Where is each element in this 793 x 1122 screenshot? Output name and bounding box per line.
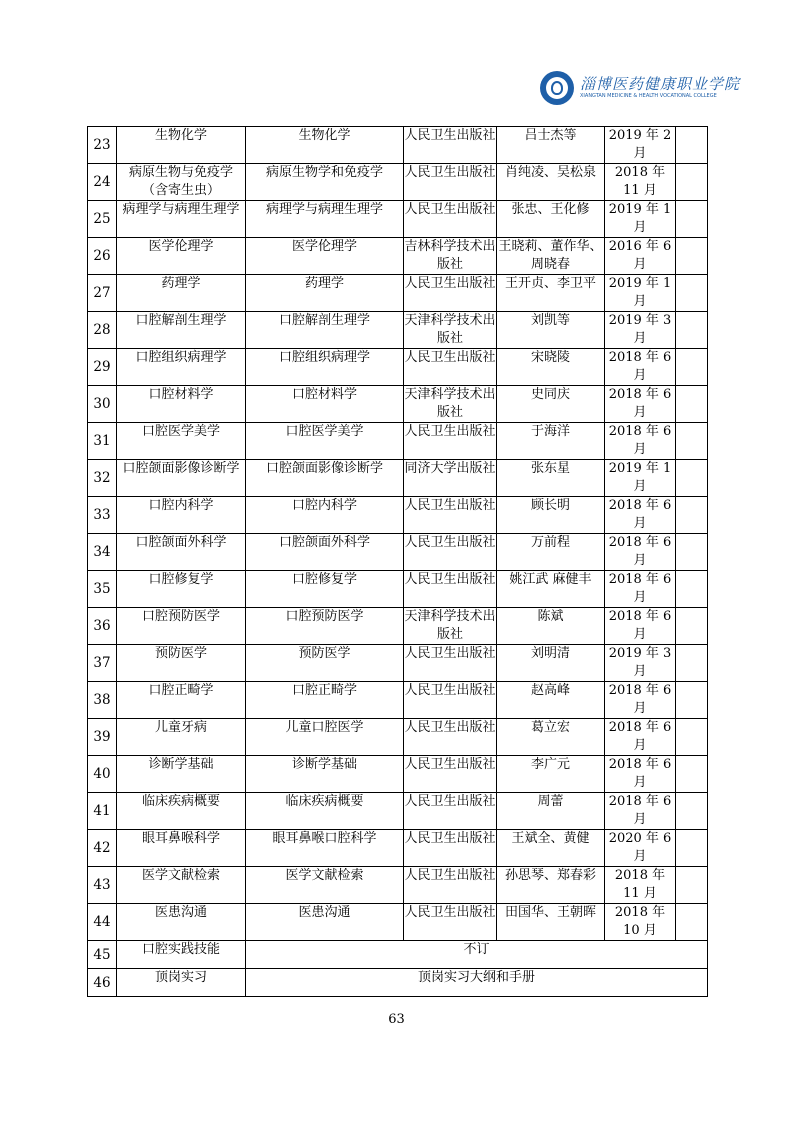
textbook-name: 预防医学 bbox=[246, 645, 404, 682]
publisher: 天津科学技术出版社 bbox=[404, 608, 497, 645]
publisher: 人民卫生出版社 bbox=[404, 349, 497, 386]
course-name: 口腔材料学 bbox=[117, 386, 246, 423]
publish-date: 2018 年 6 月 bbox=[605, 793, 676, 830]
author: 李广元 bbox=[497, 756, 605, 793]
course-name: 顶岗实习 bbox=[117, 969, 246, 997]
textbook-name: 口腔预防医学 bbox=[246, 608, 404, 645]
course-name: 眼耳鼻喉科学 bbox=[117, 830, 246, 867]
blank-cell bbox=[676, 756, 708, 793]
row-number: 24 bbox=[88, 164, 117, 201]
blank-cell bbox=[676, 238, 708, 275]
blank-cell bbox=[676, 867, 708, 904]
publish-date: 2018 年 6 月 bbox=[605, 386, 676, 423]
course-name: 口腔实践技能 bbox=[117, 941, 246, 969]
textbook-name: 口腔医学美学 bbox=[246, 423, 404, 460]
table-row bbox=[88, 969, 708, 997]
blank-cell bbox=[676, 830, 708, 867]
course-name: 口腔修复学 bbox=[117, 571, 246, 608]
college-name-en: XIANGTAN MEDICINE & HEALTH VOCATIONAL COLLEGE bbox=[580, 93, 717, 99]
table-row bbox=[88, 423, 708, 460]
row-number: 27 bbox=[88, 275, 117, 312]
author: 于海洋 bbox=[497, 423, 605, 460]
row-number: 31 bbox=[88, 423, 117, 460]
publish-date: 2019 年 1 月 bbox=[605, 460, 676, 497]
table-body bbox=[88, 127, 708, 997]
row-number: 37 bbox=[88, 645, 117, 682]
table-row bbox=[88, 386, 708, 423]
author: 刘明清 bbox=[497, 645, 605, 682]
course-name: 口腔预防医学 bbox=[117, 608, 246, 645]
author: 王斌全、黄健 bbox=[497, 830, 605, 867]
row-note: 不订 bbox=[246, 941, 708, 969]
row-number: 25 bbox=[88, 201, 117, 238]
table-row bbox=[88, 571, 708, 608]
row-number: 38 bbox=[88, 682, 117, 719]
row-number: 23 bbox=[88, 127, 117, 164]
publish-date: 2019 年 3 月 bbox=[605, 312, 676, 349]
author: 王开贞、李卫平 bbox=[497, 275, 605, 312]
course-name: 医患沟通 bbox=[117, 904, 246, 941]
blank-cell bbox=[676, 423, 708, 460]
course-name: 病理学与病理生理学 bbox=[117, 201, 246, 238]
author: 张东星 bbox=[497, 460, 605, 497]
textbook-name: 口腔内科学 bbox=[246, 497, 404, 534]
publish-date: 2018 年 6 月 bbox=[605, 756, 676, 793]
row-number: 43 bbox=[88, 867, 117, 904]
table-row bbox=[88, 904, 708, 941]
row-number: 39 bbox=[88, 719, 117, 756]
publisher: 人民卫生出版社 bbox=[404, 571, 497, 608]
course-name: 医学文献检索 bbox=[117, 867, 246, 904]
blank-cell bbox=[676, 312, 708, 349]
table-row bbox=[88, 608, 708, 645]
publish-date: 2018 年 11 月 bbox=[605, 164, 676, 201]
table-row bbox=[88, 127, 708, 164]
course-name: 口腔解剖生理学 bbox=[117, 312, 246, 349]
college-seal-icon bbox=[540, 71, 574, 105]
row-number: 26 bbox=[88, 238, 117, 275]
course-name: 诊断学基础 bbox=[117, 756, 246, 793]
row-number: 42 bbox=[88, 830, 117, 867]
table-row bbox=[88, 349, 708, 386]
author: 史同庆 bbox=[497, 386, 605, 423]
blank-cell bbox=[676, 460, 708, 497]
textbook-name: 口腔颌面外科学 bbox=[246, 534, 404, 571]
table-row bbox=[88, 756, 708, 793]
table-row bbox=[88, 497, 708, 534]
textbook-name: 儿童口腔医学 bbox=[246, 719, 404, 756]
textbook-table bbox=[87, 126, 708, 997]
publisher: 人民卫生出版社 bbox=[404, 497, 497, 534]
publisher: 人民卫生出版社 bbox=[404, 682, 497, 719]
row-number: 29 bbox=[88, 349, 117, 386]
table-row bbox=[88, 793, 708, 830]
row-number: 40 bbox=[88, 756, 117, 793]
author: 王晓莉、董作华、周晓春 bbox=[497, 238, 605, 275]
blank-cell bbox=[676, 793, 708, 830]
publisher: 人民卫生出版社 bbox=[404, 756, 497, 793]
author: 姚江武 麻健丰 bbox=[497, 571, 605, 608]
blank-cell bbox=[676, 497, 708, 534]
publisher: 天津科学技术出版社 bbox=[404, 386, 497, 423]
college-name: 淄博医药健康职业学院 bbox=[580, 75, 741, 93]
author: 肖纯凌、吴松泉 bbox=[497, 164, 605, 201]
textbook-name: 口腔正畸学 bbox=[246, 682, 404, 719]
publish-date: 2019 年 1 月 bbox=[605, 201, 676, 238]
publish-date: 2018 年 6 月 bbox=[605, 423, 676, 460]
publisher: 人民卫生出版社 bbox=[404, 275, 497, 312]
publish-date: 2018 年 6 月 bbox=[605, 682, 676, 719]
publish-date: 2018 年 6 月 bbox=[605, 571, 676, 608]
row-number: 36 bbox=[88, 608, 117, 645]
publish-date: 2018 年 6 月 bbox=[605, 608, 676, 645]
row-number: 44 bbox=[88, 904, 117, 941]
blank-cell bbox=[676, 386, 708, 423]
author: 陈斌 bbox=[497, 608, 605, 645]
course-name: 口腔正畸学 bbox=[117, 682, 246, 719]
publish-date: 2019 年 3 月 bbox=[605, 645, 676, 682]
publish-date: 2018 年 11 月 bbox=[605, 867, 676, 904]
author: 张忠、王化修 bbox=[497, 201, 605, 238]
publish-date: 2020 年 6 月 bbox=[605, 830, 676, 867]
author: 刘凯等 bbox=[497, 312, 605, 349]
course-name: 预防医学 bbox=[117, 645, 246, 682]
blank-cell bbox=[676, 275, 708, 312]
blank-cell bbox=[676, 571, 708, 608]
row-number: 33 bbox=[88, 497, 117, 534]
blank-cell bbox=[676, 534, 708, 571]
course-name: 儿童牙病 bbox=[117, 719, 246, 756]
publisher: 天津科学技术出版社 bbox=[404, 312, 497, 349]
course-name: 药理学 bbox=[117, 275, 246, 312]
textbook-name: 医学伦理学 bbox=[246, 238, 404, 275]
blank-cell bbox=[676, 164, 708, 201]
author: 吕士杰等 bbox=[497, 127, 605, 164]
author: 周蕾 bbox=[497, 793, 605, 830]
author: 孙思琴、郑春彩 bbox=[497, 867, 605, 904]
blank-cell bbox=[676, 904, 708, 941]
textbook-name: 口腔组织病理学 bbox=[246, 349, 404, 386]
publish-date: 2019 年 2 月 bbox=[605, 127, 676, 164]
author: 田国华、王朝晖 bbox=[497, 904, 605, 941]
publisher: 人民卫生出版社 bbox=[404, 904, 497, 941]
textbook-name: 生物化学 bbox=[246, 127, 404, 164]
publish-date: 2018 年 10 月 bbox=[605, 904, 676, 941]
publish-date: 2019 年 1 月 bbox=[605, 275, 676, 312]
publisher: 人民卫生出版社 bbox=[404, 793, 497, 830]
row-number: 32 bbox=[88, 460, 117, 497]
course-name: 医学伦理学 bbox=[117, 238, 246, 275]
textbook-name: 医患沟通 bbox=[246, 904, 404, 941]
table-row bbox=[88, 460, 708, 497]
row-number: 41 bbox=[88, 793, 117, 830]
table-row bbox=[88, 682, 708, 719]
blank-cell bbox=[676, 201, 708, 238]
blank-cell bbox=[676, 719, 708, 756]
publish-date: 2018 年 6 月 bbox=[605, 349, 676, 386]
textbook-name: 口腔修复学 bbox=[246, 571, 404, 608]
publisher: 人民卫生出版社 bbox=[404, 719, 497, 756]
table-row bbox=[88, 275, 708, 312]
publish-date: 2018 年 6 月 bbox=[605, 534, 676, 571]
publisher: 人民卫生出版社 bbox=[404, 127, 497, 164]
publish-date: 2018 年 6 月 bbox=[605, 719, 676, 756]
college-logo bbox=[540, 68, 741, 108]
blank-cell bbox=[676, 645, 708, 682]
blank-cell bbox=[676, 349, 708, 386]
publish-date: 2016 年 6 月 bbox=[605, 238, 676, 275]
course-name: 口腔颌面外科学 bbox=[117, 534, 246, 571]
textbook-name: 医学文献检索 bbox=[246, 867, 404, 904]
blank-cell bbox=[676, 682, 708, 719]
publish-date: 2018 年 6 月 bbox=[605, 497, 676, 534]
row-number: 28 bbox=[88, 312, 117, 349]
author: 万前程 bbox=[497, 534, 605, 571]
textbook-name: 口腔材料学 bbox=[246, 386, 404, 423]
publisher: 人民卫生出版社 bbox=[404, 164, 497, 201]
course-name: 口腔颌面影像诊断学 bbox=[117, 460, 246, 497]
course-name: 临床疾病概要 bbox=[117, 793, 246, 830]
table-row bbox=[88, 312, 708, 349]
table-row bbox=[88, 719, 708, 756]
row-number: 46 bbox=[88, 969, 117, 997]
blank-cell bbox=[676, 608, 708, 645]
publisher: 人民卫生出版社 bbox=[404, 534, 497, 571]
textbook-name: 病理学与病理生理学 bbox=[246, 201, 404, 238]
author: 顾长明 bbox=[497, 497, 605, 534]
table-row bbox=[88, 534, 708, 571]
table-row bbox=[88, 941, 708, 969]
table-row bbox=[88, 645, 708, 682]
textbook-name: 药理学 bbox=[246, 275, 404, 312]
row-number: 34 bbox=[88, 534, 117, 571]
author: 宋晓陵 bbox=[497, 349, 605, 386]
table-row bbox=[88, 164, 708, 201]
publisher: 人民卫生出版社 bbox=[404, 867, 497, 904]
publisher: 人民卫生出版社 bbox=[404, 423, 497, 460]
textbook-name: 病原生物学和免疫学 bbox=[246, 164, 404, 201]
table-row bbox=[88, 830, 708, 867]
course-name: 病原生物与免疫学（含寄生虫） bbox=[117, 164, 246, 201]
publisher: 人民卫生出版社 bbox=[404, 830, 497, 867]
course-name: 口腔医学美学 bbox=[117, 423, 246, 460]
textbook-name: 口腔颌面影像诊断学 bbox=[246, 460, 404, 497]
textbook-name: 眼耳鼻喉口腔科学 bbox=[246, 830, 404, 867]
blank-cell bbox=[676, 127, 708, 164]
textbook-name: 临床疾病概要 bbox=[246, 793, 404, 830]
publisher: 吉林科学技术出版社 bbox=[404, 238, 497, 275]
course-name: 生物化学 bbox=[117, 127, 246, 164]
page-number: 63 bbox=[388, 1012, 405, 1027]
course-name: 口腔组织病理学 bbox=[117, 349, 246, 386]
table-row bbox=[88, 867, 708, 904]
publisher: 人民卫生出版社 bbox=[404, 201, 497, 238]
publisher: 同济大学出版社 bbox=[404, 460, 497, 497]
textbook-name: 诊断学基础 bbox=[246, 756, 404, 793]
row-number: 35 bbox=[88, 571, 117, 608]
table-row bbox=[88, 238, 708, 275]
row-number: 30 bbox=[88, 386, 117, 423]
course-name: 口腔内科学 bbox=[117, 497, 246, 534]
row-note: 顶岗实习大纲和手册 bbox=[246, 969, 708, 997]
textbook-name: 口腔解剖生理学 bbox=[246, 312, 404, 349]
publisher: 人民卫生出版社 bbox=[404, 645, 497, 682]
row-number: 45 bbox=[88, 941, 117, 969]
author: 赵高峰 bbox=[497, 682, 605, 719]
table-row bbox=[88, 201, 708, 238]
author: 葛立宏 bbox=[497, 719, 605, 756]
